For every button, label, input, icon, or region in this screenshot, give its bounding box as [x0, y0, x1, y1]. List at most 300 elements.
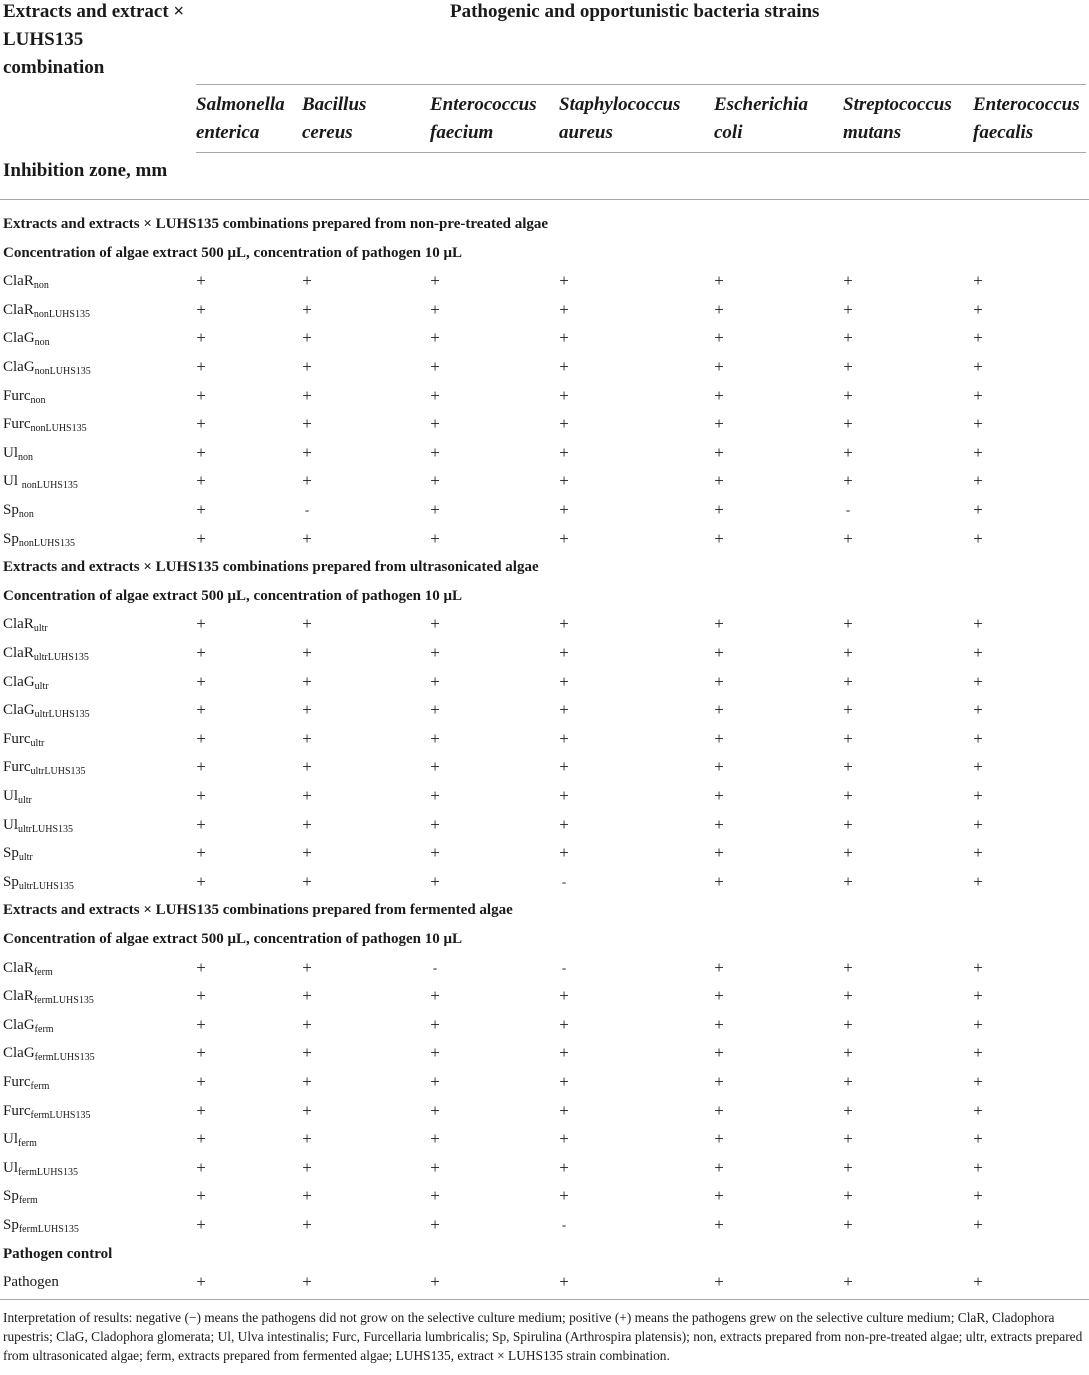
table-cell: + [430, 1100, 440, 1120]
table-cell: + [196, 786, 206, 805]
row-label-subscript: ultrLUHS135 [18, 880, 74, 892]
table-cell: + [196, 471, 206, 491]
table-cell: + [196, 1072, 206, 1091]
row-label-subscript: ferm [34, 1023, 54, 1035]
table-cell: - [561, 873, 567, 889]
table-cell: + [430, 671, 440, 691]
table-cell: + [843, 671, 853, 691]
table-cell: + [714, 442, 724, 462]
table-cell: + [714, 414, 724, 434]
row-label-subscript: nonLUHS135 [18, 537, 75, 549]
row-label [3, 644, 89, 662]
row-header: Extracts and extract × LUHS135 combination [3, 1, 185, 78]
table-cell: - [561, 1217, 567, 1232]
table-cell: + [430, 500, 440, 519]
row-label [3, 1016, 54, 1034]
table-cell: + [430, 328, 440, 348]
row-label [3, 816, 73, 834]
table-cell: + [196, 500, 206, 519]
table-cell: + [843, 843, 853, 863]
row-label-base: ClaR [3, 959, 34, 976]
table-cell: + [714, 871, 724, 891]
table-cell: + [430, 1129, 440, 1149]
bacteria-header [302, 91, 366, 147]
table-cell: + [302, 843, 312, 863]
table-cell: + [559, 328, 569, 348]
section-title: Extracts and extracts × LUHS135 combinations prepared from ultrasonicated algae [3, 559, 539, 576]
row-label-base: Furc [3, 759, 31, 776]
table-cell: + [714, 671, 724, 691]
table-bottom-rule [0, 1299, 1089, 1300]
table-cell: + [843, 328, 853, 348]
table-cell: + [430, 728, 440, 748]
row-label [3, 1102, 91, 1120]
table-cell: + [559, 1272, 569, 1292]
table-cell: + [196, 814, 206, 834]
table-cell: + [559, 1072, 569, 1091]
row-label-base: Ul [3, 816, 18, 833]
row-label-subscript: ultr [18, 795, 32, 806]
table-cell: + [302, 299, 312, 319]
table-cell: + [714, 1129, 724, 1149]
table-cell: + [843, 271, 853, 291]
table-cell: + [714, 728, 724, 748]
table-cell: + [430, 843, 440, 863]
table-cell: + [714, 500, 724, 519]
row-label-subscript: ultrLUHS135 [34, 709, 90, 721]
table-cell: + [973, 500, 983, 519]
table-cell: + [973, 614, 983, 634]
row-label-subscript: non [34, 337, 50, 349]
table-cell: + [430, 1043, 440, 1063]
bacteria-header [973, 91, 1080, 147]
table-cell: + [559, 1129, 569, 1149]
row-label-base: Ul [3, 1159, 18, 1176]
table-cell: + [302, 986, 312, 1006]
table-cell: + [973, 299, 983, 319]
table-cell: + [559, 528, 569, 548]
table-cell: + [714, 299, 724, 319]
unit-label: Inhibition zone, mm [3, 160, 168, 181]
table-cell: + [714, 328, 724, 348]
row-label [3, 673, 49, 691]
table-cell: + [843, 1043, 853, 1063]
table-cell: + [843, 385, 853, 405]
table-cell: + [973, 1014, 983, 1034]
table-cell: + [559, 786, 569, 805]
table-cell: + [973, 1072, 983, 1091]
table-cell: + [843, 357, 853, 376]
table-cell: + [430, 871, 440, 891]
table-cell: + [843, 757, 853, 777]
table-cell: + [302, 1072, 312, 1091]
table-cell: + [714, 957, 724, 977]
table-cell: + [196, 1272, 206, 1292]
table-cell: + [430, 814, 440, 834]
table-cell: + [559, 728, 569, 748]
table-cell: + [714, 786, 724, 805]
row-label-subscript: ferm [33, 966, 53, 978]
table-cell: + [973, 471, 983, 491]
row-label [3, 444, 33, 462]
table-cell: + [430, 357, 440, 376]
table-cell: + [302, 757, 312, 777]
row-label-subscript: ultrLUHS135 [30, 766, 86, 778]
table-cell: + [714, 357, 724, 376]
table-cell: + [973, 1043, 983, 1063]
section-subtitle: Concentration of algae extract 500 μL, concentration of pathogen 10 μL [3, 244, 463, 261]
table-cell: + [302, 1014, 312, 1034]
row-label [3, 615, 48, 633]
table-cell: + [714, 757, 724, 777]
table-cell: + [714, 614, 724, 634]
section-subtitle: Concentration of algae extract 500 μL, concentration of pathogen 10 μL [3, 931, 463, 947]
bacteria-genus: Staphylococcus [559, 94, 681, 115]
table-cell: + [973, 871, 983, 891]
table-cell: + [430, 986, 440, 1006]
row-label-base: Sp [3, 1188, 19, 1205]
table-cell: + [973, 414, 983, 434]
row-label [3, 272, 49, 290]
row-label-base: ClaR [3, 301, 34, 318]
table-cell: + [559, 986, 569, 1006]
bacteria-species: faecium [430, 122, 494, 143]
table-cell: + [302, 1272, 312, 1292]
table-cell: + [559, 614, 569, 634]
table-cell: + [973, 786, 983, 805]
row-label-base: Sp [3, 1217, 19, 1233]
table-cell: + [196, 385, 206, 405]
table-cell: + [973, 271, 983, 291]
row-label-base: Ul [3, 1131, 18, 1148]
row-label-base: Sp [3, 502, 19, 518]
row-label [3, 1159, 78, 1177]
table-cell: + [430, 1215, 440, 1234]
table-cell: + [843, 299, 853, 319]
bacteria-genus: Bacillus [302, 94, 367, 115]
group-title: Pathogenic and opportunistic bacteria strains [450, 1, 820, 22]
table-cell: + [302, 1215, 312, 1234]
table-cell: + [196, 414, 206, 434]
table-cell: + [302, 671, 312, 691]
table-cell: + [559, 643, 569, 662]
group-rule [196, 84, 1086, 85]
bacteria-header [843, 91, 952, 147]
table-cell: + [430, 786, 440, 805]
table-cell: + [196, 986, 206, 1006]
table-cell: + [196, 871, 206, 891]
row-label [3, 844, 33, 862]
bacteria-header [559, 91, 680, 147]
table-cell: + [714, 1100, 724, 1120]
table-cell: + [973, 1272, 983, 1292]
table-cell: + [559, 1186, 569, 1206]
table-cell: + [559, 671, 569, 691]
table-cell: + [714, 814, 724, 834]
row-label-base: ClaR [3, 988, 34, 1005]
table-cell: + [973, 957, 983, 977]
row-label-subscript: ultrLUHS135 [33, 652, 89, 663]
table-cell: + [973, 442, 983, 462]
row-label-base: ClaR [3, 645, 34, 661]
row-label-subscript: non [30, 394, 46, 406]
row-label-base: Furc [3, 1074, 31, 1090]
table-cell: + [302, 414, 312, 434]
table-cell: + [196, 357, 206, 376]
table-cell: + [973, 728, 983, 748]
row-label-base: Sp [3, 845, 19, 862]
table-cell: + [714, 1157, 724, 1177]
table-cell: + [430, 1157, 440, 1177]
table-cell: + [973, 1129, 983, 1149]
table-cell: + [843, 1014, 853, 1034]
table-cell: + [843, 1129, 853, 1149]
table-cell: + [196, 271, 206, 291]
table-cell: + [714, 1014, 724, 1034]
row-label [3, 873, 74, 891]
table-cell: + [714, 471, 724, 491]
table-cell: + [559, 385, 569, 405]
table-cell: + [430, 1272, 440, 1292]
row-label-subscript: ultrLUHS135 [18, 823, 73, 835]
row-label-base: ClaG [3, 330, 35, 347]
row-label [3, 1073, 49, 1091]
table-cell: - [432, 959, 438, 975]
table-cell: + [714, 1272, 724, 1292]
row-label [3, 329, 50, 347]
table-cell: + [196, 1043, 206, 1063]
table-cell: + [196, 614, 206, 634]
row-label [3, 501, 34, 519]
table-cell: + [559, 757, 569, 777]
bacteria-header [714, 91, 808, 147]
table-cell: + [430, 1072, 440, 1091]
table-cell: + [196, 643, 206, 662]
table-cell: + [196, 1186, 206, 1206]
table-cell: + [973, 843, 983, 863]
table-cell: + [559, 500, 569, 519]
row-label-subscript: nonLUHS135 [34, 366, 91, 377]
row-label-base: ClaG [3, 1016, 35, 1033]
table-cell: + [714, 1072, 724, 1091]
table-cell: + [196, 1157, 206, 1177]
bacteria-species: aureus [559, 122, 613, 143]
table-cell: + [196, 843, 206, 863]
bacteria-genus: Streptococcus [843, 94, 952, 115]
table-cell: + [196, 728, 206, 748]
row-label-base: Furc [3, 730, 31, 747]
table-cell: + [559, 299, 569, 319]
table-cell: + [302, 871, 312, 891]
control-title: Pathogen control [3, 1245, 113, 1262]
table-cell: + [196, 1100, 206, 1120]
table-cell: + [302, 1043, 312, 1063]
row-label [3, 987, 94, 1005]
table-cell: + [973, 328, 983, 348]
table-cell: + [843, 1100, 853, 1120]
table-cell: - [845, 502, 851, 517]
table-cell: + [843, 528, 853, 548]
table-cell: + [196, 328, 206, 348]
bacteria-header [196, 91, 285, 147]
table-cell: + [714, 1043, 724, 1063]
table-cell: + [302, 614, 312, 634]
row-label [3, 758, 86, 776]
table-cell: + [559, 357, 569, 376]
row-label-base: Ul [3, 444, 18, 461]
table-cell: + [973, 1215, 983, 1234]
table-cell: + [302, 271, 312, 291]
row-label [3, 358, 91, 376]
table-cell: + [973, 700, 983, 720]
row-label [3, 701, 90, 719]
row-label [3, 387, 46, 405]
table-cell: + [302, 385, 312, 405]
row-label-subscript: ultr [18, 852, 33, 864]
table-cell: + [714, 1215, 724, 1234]
table-cell: + [302, 643, 312, 662]
table-cell: + [973, 1100, 983, 1120]
table-cell: + [196, 757, 206, 777]
section-subtitle: Concentration of algae extract 500 μL, concentration of pathogen 10 μL [3, 587, 463, 604]
bacteria-species: enterica [196, 122, 260, 143]
row-label-base: ClaR [3, 273, 34, 290]
table-cell: + [843, 786, 853, 805]
table-cell: + [302, 786, 312, 805]
table-cell: + [430, 385, 440, 405]
table-cell: + [843, 442, 853, 462]
table-cell: + [559, 1157, 569, 1177]
table-cell: + [843, 986, 853, 1006]
bacteria-header [430, 91, 537, 147]
table-cell: + [843, 1272, 853, 1292]
table-cell: + [973, 643, 983, 662]
row-label-base: ClaG [3, 702, 35, 719]
table-cell: + [302, 1186, 312, 1206]
table-cell: + [973, 671, 983, 691]
row-label [3, 730, 44, 748]
table-cell: + [559, 442, 569, 462]
bacteria-rule [196, 152, 1086, 153]
table-cell: + [714, 986, 724, 1006]
table-cell: + [196, 1014, 206, 1034]
section-title: Extracts and extracts × LUHS135 combinations prepared from non-pre-treated algae [3, 216, 549, 232]
bacteria-species: faecalis [973, 122, 1034, 143]
table-cell: + [430, 1014, 440, 1034]
table-cell: + [714, 271, 724, 291]
table-cell: + [430, 442, 440, 462]
table-cell: - [304, 502, 310, 517]
table-cell: + [843, 1072, 853, 1091]
table-cell: + [196, 299, 206, 319]
row-label [3, 1044, 95, 1062]
table-cell: + [430, 757, 440, 777]
table-cell: + [430, 614, 440, 634]
table-cell: + [843, 814, 853, 834]
table-cell: + [714, 1186, 724, 1206]
table-cell: + [973, 757, 983, 777]
table-cell: + [843, 871, 853, 891]
table-cell: + [973, 385, 983, 405]
table-cell: + [430, 414, 440, 434]
table-cell: + [843, 957, 853, 977]
row-label-subscript: nonLUHS135 [33, 308, 90, 320]
row-label-base: ClaG [3, 1045, 35, 1062]
table-cell: + [302, 700, 312, 720]
table-cell: + [843, 471, 853, 491]
row-label [3, 1187, 38, 1205]
table-cell: + [302, 357, 312, 376]
table-cell: + [430, 700, 440, 720]
row-label-base: Furc [3, 1102, 31, 1119]
table-cell: + [843, 728, 853, 748]
table-cell: + [559, 1100, 569, 1120]
table-cell: + [973, 986, 983, 1006]
bacteria-genus: Enterococcus [973, 94, 1080, 115]
row-label-subscript: fermLUHS135 [18, 1166, 78, 1178]
table-cell: + [196, 700, 206, 720]
table-cell: + [714, 843, 724, 863]
bacteria-genus: Escherichia [714, 94, 808, 115]
row-label-subscript: non [33, 280, 49, 292]
table-cell: + [559, 843, 569, 863]
table-cell: + [302, 728, 312, 748]
table-cell: + [430, 643, 440, 662]
table-cell: + [302, 528, 312, 548]
table-cell: + [196, 1215, 206, 1234]
bacteria-species: coli [714, 122, 743, 143]
row-label-base: ClaG [3, 359, 35, 375]
table-cell: + [196, 442, 206, 462]
table-cell: + [714, 643, 724, 662]
row-label [3, 301, 90, 319]
table-cell: + [714, 385, 724, 405]
table-cell: + [843, 1215, 853, 1234]
row-label-subscript: ferm [18, 1138, 37, 1150]
table-cell: + [714, 700, 724, 720]
row-label-base: Furc [3, 416, 31, 433]
table-cell: + [302, 1100, 312, 1120]
control-label: Pathogen [3, 1274, 59, 1291]
table-cell: + [559, 1043, 569, 1063]
table-cell: + [430, 271, 440, 291]
row-label-subscript: nonLUHS135 [21, 480, 78, 492]
header-bottom-rule [0, 199, 1089, 200]
table-cell: + [559, 700, 569, 720]
table-cell: + [302, 471, 312, 491]
row-label-subscript: non [18, 509, 34, 520]
table-cell: + [430, 299, 440, 319]
table-cell: + [714, 528, 724, 548]
row-label-base: ClaG [3, 673, 35, 690]
table-cell: + [196, 671, 206, 691]
table-cell: + [843, 643, 853, 662]
row-label [3, 1216, 79, 1234]
row-label-subscript: ultr [34, 680, 49, 692]
bacteria-genus: Salmonella [196, 94, 285, 115]
table-cell: + [302, 1157, 312, 1177]
row-label-subscript: ultr [30, 737, 45, 749]
table-cell: + [843, 1186, 853, 1206]
table-cell: + [973, 1157, 983, 1177]
row-label-base: Sp [3, 530, 19, 547]
row-label-subscript: fermLUHS135 [33, 995, 94, 1007]
table-cell: + [196, 957, 206, 977]
row-label-base: Ul [3, 788, 18, 804]
section-title: Extracts and extracts × LUHS135 combinations prepared from fermented algae [3, 902, 513, 919]
table-cell: + [973, 1186, 983, 1206]
bacteria-species: mutans [843, 122, 902, 143]
